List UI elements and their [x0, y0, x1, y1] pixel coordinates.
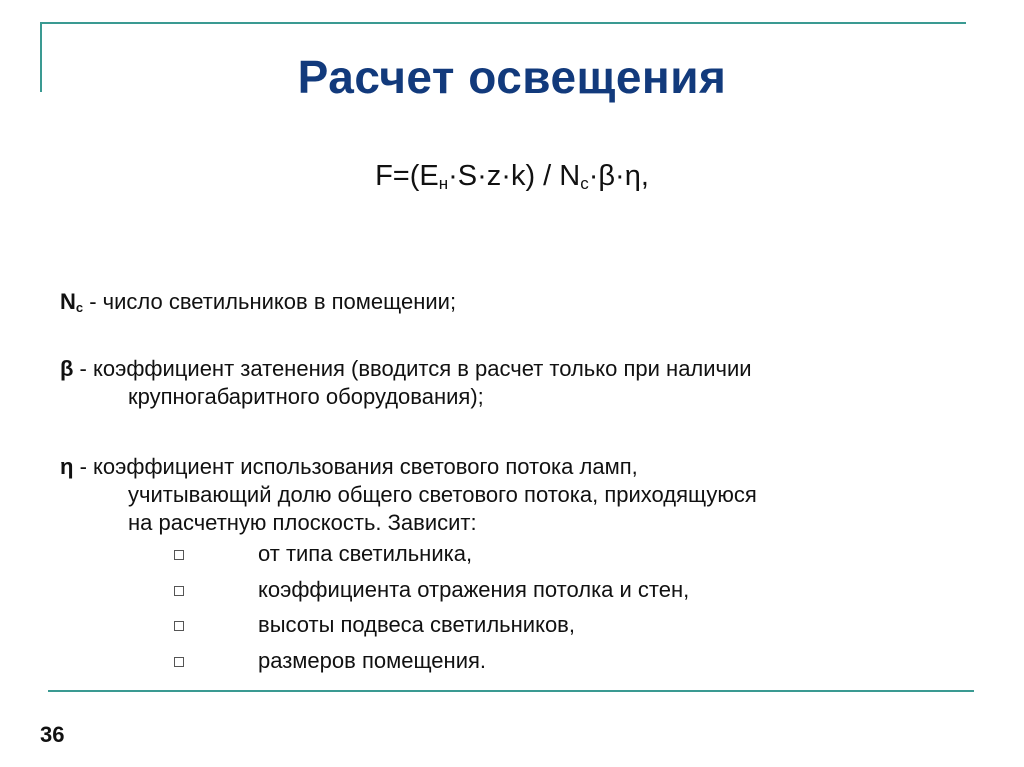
page-number: 36	[40, 722, 65, 747]
square-bullet-icon	[174, 621, 184, 631]
formula-part-1: F=(E	[375, 160, 439, 192]
list-item: коэффициента отражения потолка и стен,	[174, 576, 689, 612]
definition-text-cont: на расчетную плоскость. Зависит:	[128, 510, 477, 535]
formula-sub-2: с	[580, 174, 589, 193]
formula-sub-1: н	[438, 174, 449, 193]
definition-beta	[60, 355, 980, 411]
definition-symbol: $N_с$	[60, 289, 84, 315]
definition-text: - число светильников в помещении;	[83, 289, 457, 314]
definition-symbol: η	[60, 454, 74, 479]
definition-nc	[60, 288, 980, 316]
list-item: высоты подвеса светильников,	[174, 611, 689, 647]
frame-bottom-line	[48, 690, 974, 692]
square-bullet-icon	[174, 586, 184, 596]
square-bullet-icon	[174, 550, 184, 560]
list-item: размеров помещения.	[174, 647, 689, 683]
list-item: от типа светильника,	[174, 540, 689, 576]
definition-text: - коэффициент затенения (вводится в расчет только при наличии	[73, 356, 752, 381]
definition-text-cont: учитывающий долю общего светового потока, приходящуюся	[128, 482, 757, 507]
formula-part-3: ·β·η,	[588, 160, 649, 192]
definition-text-cont: крупногабаритного оборудования);	[128, 384, 484, 409]
dependency-list	[174, 540, 689, 682]
formula-part-2: ·S·z·k) / N	[448, 160, 581, 192]
frame-top-line	[40, 22, 966, 24]
definition-symbol: β	[60, 356, 74, 381]
definition-eta	[60, 453, 980, 537]
square-bullet-icon	[174, 657, 184, 667]
definition-text: - коэффициент использования светового потока ламп,	[73, 454, 638, 479]
slide-title: Расчет освещения	[297, 51, 727, 103]
lighting-formula	[0, 160, 1024, 193]
